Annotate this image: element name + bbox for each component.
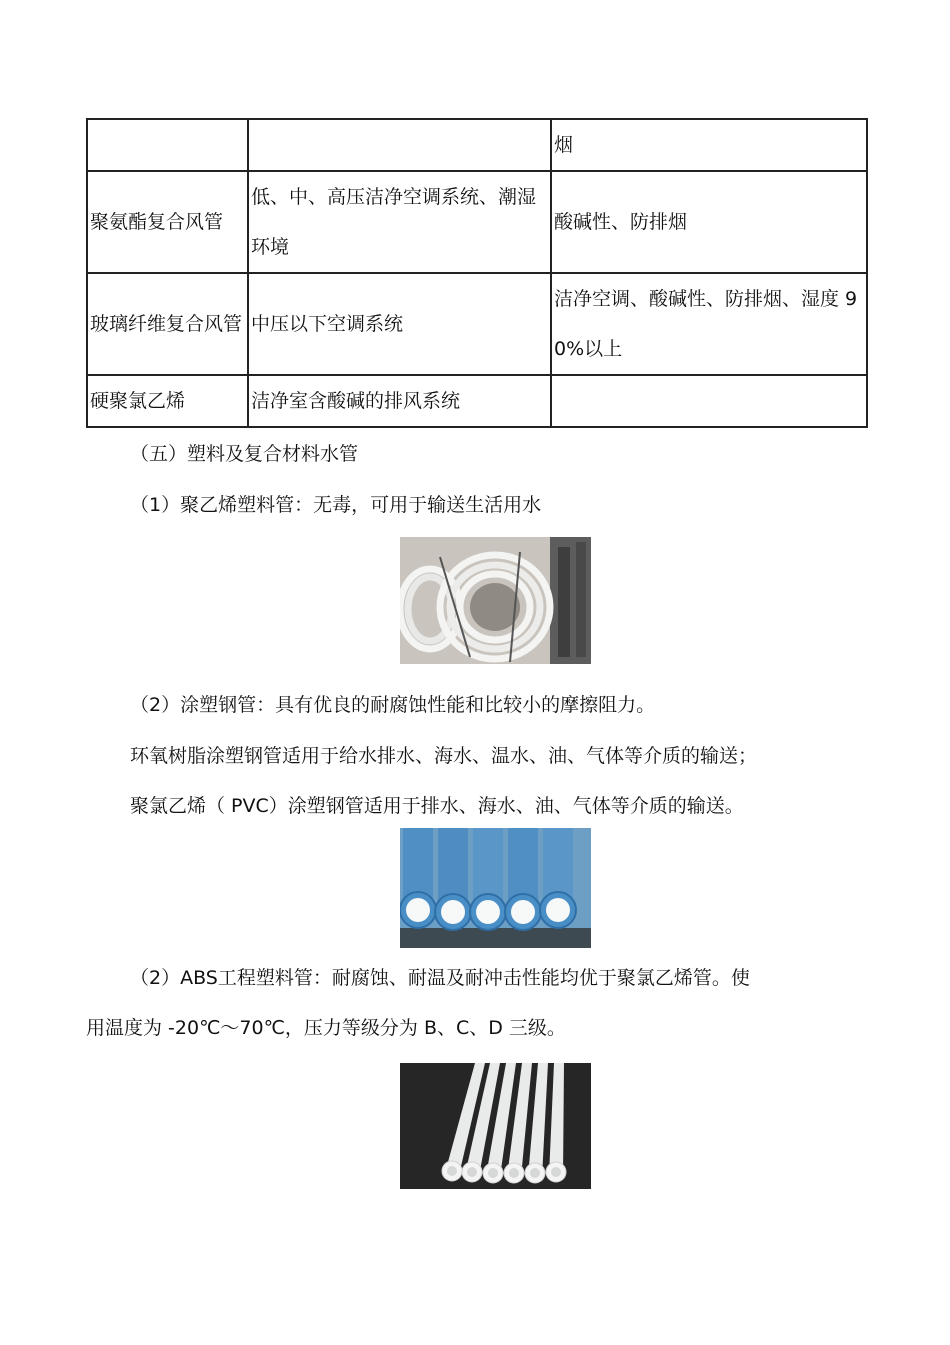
pe-pipe-photo [400, 537, 591, 664]
table-cell: 酸碱性、防排烟 [551, 171, 867, 273]
table-cell: 烟 [551, 119, 867, 171]
section-heading: （五）塑料及复合材料水管 [130, 443, 359, 465]
paragraph-abs-pipe: （2）ABS工程塑料管：耐腐蚀、耐温及耐冲击性能均优于聚氯乙烯管。使 [130, 967, 750, 989]
table-row [87, 119, 867, 171]
table-cell: 洁净室含酸碱的排风系统 [248, 375, 551, 427]
table-row [87, 273, 867, 375]
table-cell: 玻璃纤维复合风管 [87, 273, 248, 375]
abs-pipe-photo [400, 1063, 591, 1189]
paragraph-abs-pipe-cont: 用温度为 -20℃～70℃，压力等级分为 B、C、D 三级。 [86, 1017, 566, 1039]
paragraph-pvc-coated: 聚氯乙烯（ PVC）涂塑钢管适用于排水、海水、油、气体等介质的输送。 [130, 795, 744, 817]
paragraph-epoxy-coated: 环氧树脂涂塑钢管适用于给水排水、海水、温水、油、气体等介质的输送； [130, 745, 758, 767]
paragraph-coated-steel-pipe: （2）涂塑钢管：具有优良的耐腐蚀性能和比较小的摩擦阻力。 [130, 694, 656, 716]
table-cell [87, 119, 248, 171]
table-cell: 硬聚氯乙烯 [87, 375, 248, 427]
table-cell: 中压以下空调系统 [248, 273, 551, 375]
table-row [87, 375, 867, 427]
table-cell [551, 375, 867, 427]
paragraph-pe-pipe: （1）聚乙烯塑料管：无毒，可用于输送生活用水 [130, 494, 542, 516]
duct-material-table [86, 118, 868, 428]
coated-steel-pipe-photo [400, 828, 591, 948]
table-cell [248, 119, 551, 171]
table-cell: 聚氨酯复合风管 [87, 171, 248, 273]
table-cell: 洁净空调、酸碱性、防排烟、湿度 90%以上 [551, 273, 867, 375]
table-row [87, 171, 867, 273]
table-cell: 低、中、高压洁净空调系统、潮湿环境 [248, 171, 551, 273]
